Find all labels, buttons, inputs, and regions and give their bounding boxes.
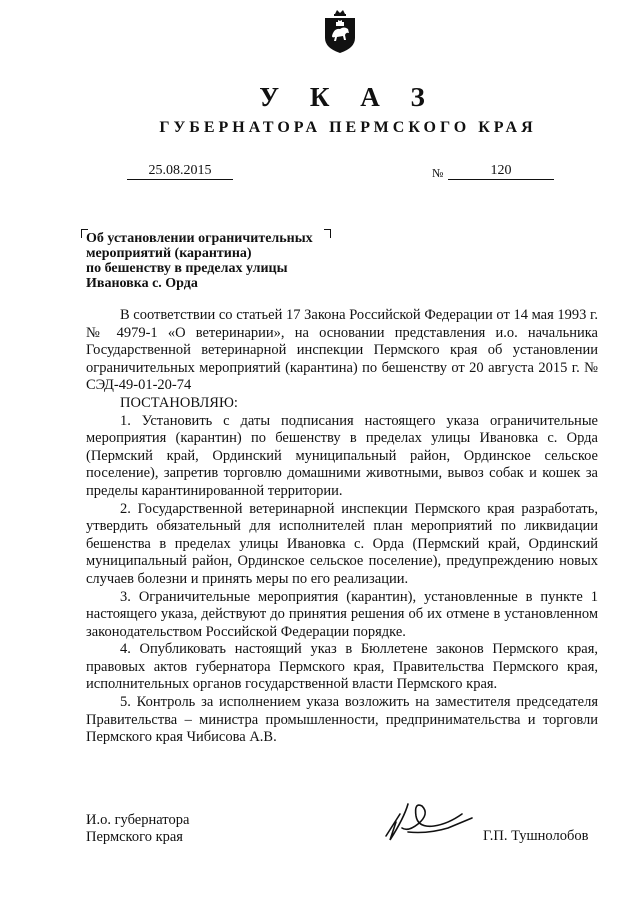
signer-position-line: И.о. губернатора (86, 812, 190, 828)
number-sign: № (432, 166, 444, 180)
clause-paragraph: 3. Ограничительные мероприятия (карантин), установленные в пункте 1 настоящего указа, действуют до принятия решения об их отмене в установленном законодательством Российской Федерации порядке. (86, 588, 598, 640)
decree-body (86, 307, 598, 747)
decree-date: 25.08.2015 (127, 162, 233, 180)
document-subtitle: ГУБЕРНАТОРА ПЕРМСКОГО КРАЯ (159, 119, 537, 136)
decree-subject (86, 231, 346, 291)
resolve-heading: ПОСТАНОВЛЯЮ: (120, 394, 238, 411)
clause-paragraph: 2. Государственной ветеринарной инспекции Пермского края разработать, утвердить обязательный для исполнителей план мероприятий по ликвидации бешенства в пределах улицы Ивановка с. Орда (Пермский край, Ординский муниципальный район, Ординское сельское поселение), предупреждению новых случаев болезни и принять меры по его реализации. (86, 500, 598, 587)
subject-line: Об установлении ограничительных (86, 231, 313, 246)
clause-paragraph: 5. Контроль за исполнением указа возложить на заместителя председателя Правительства – министра промышленности, предпринимательства и торговли Пермского края Чибисова А.В. (86, 694, 598, 746)
clause-paragraph: 1. Установить с даты подписания настоящего указа ограничительные мероприятия (карантин) по бешенству в пределах улицы Ивановка с. Орда (Пермский край, Ординский муниципальный район, Ординское сельское поселение), запретив торговлю домашними животными, вывоз собак и кошек за пределы карантинированной территории. (86, 412, 598, 499)
signer-position-line: Пермского края (86, 829, 183, 845)
document-title: У К А З (259, 82, 437, 112)
preamble-paragraph: В соответствии со статьей 17 Закона Российской Федерации от 14 мая 1993 г. № 4979-1 «О ветеринарии», на основании представления и.о. начальника Государственной ветеринарной инспекции Пермского края об установлении ограничительных мероприятий (карантина) по бешенству от 20 августа 2015 г. № СЭД-49-01-20-74 (86, 307, 598, 394)
signer-position (86, 812, 189, 846)
clause-paragraph: 4. Опубликовать настоящий указ в Бюллетене законов Пермского края, правовых актов губернатора Пермского края, Правительства Пермского края, исполнительных органов государственной власти Пермского края. (86, 641, 598, 693)
handwritten-signature-icon (378, 788, 478, 848)
coat-of-arms-icon (322, 10, 358, 54)
subject-line: мероприятий (карантина) (86, 246, 252, 261)
signer-name: Г.П. Тушнолобов (483, 828, 589, 844)
subject-line: по бешенству в пределах улицы (86, 261, 288, 276)
decree-number: 120 (448, 162, 554, 180)
subject-line: Ивановка с. Орда (86, 276, 198, 291)
